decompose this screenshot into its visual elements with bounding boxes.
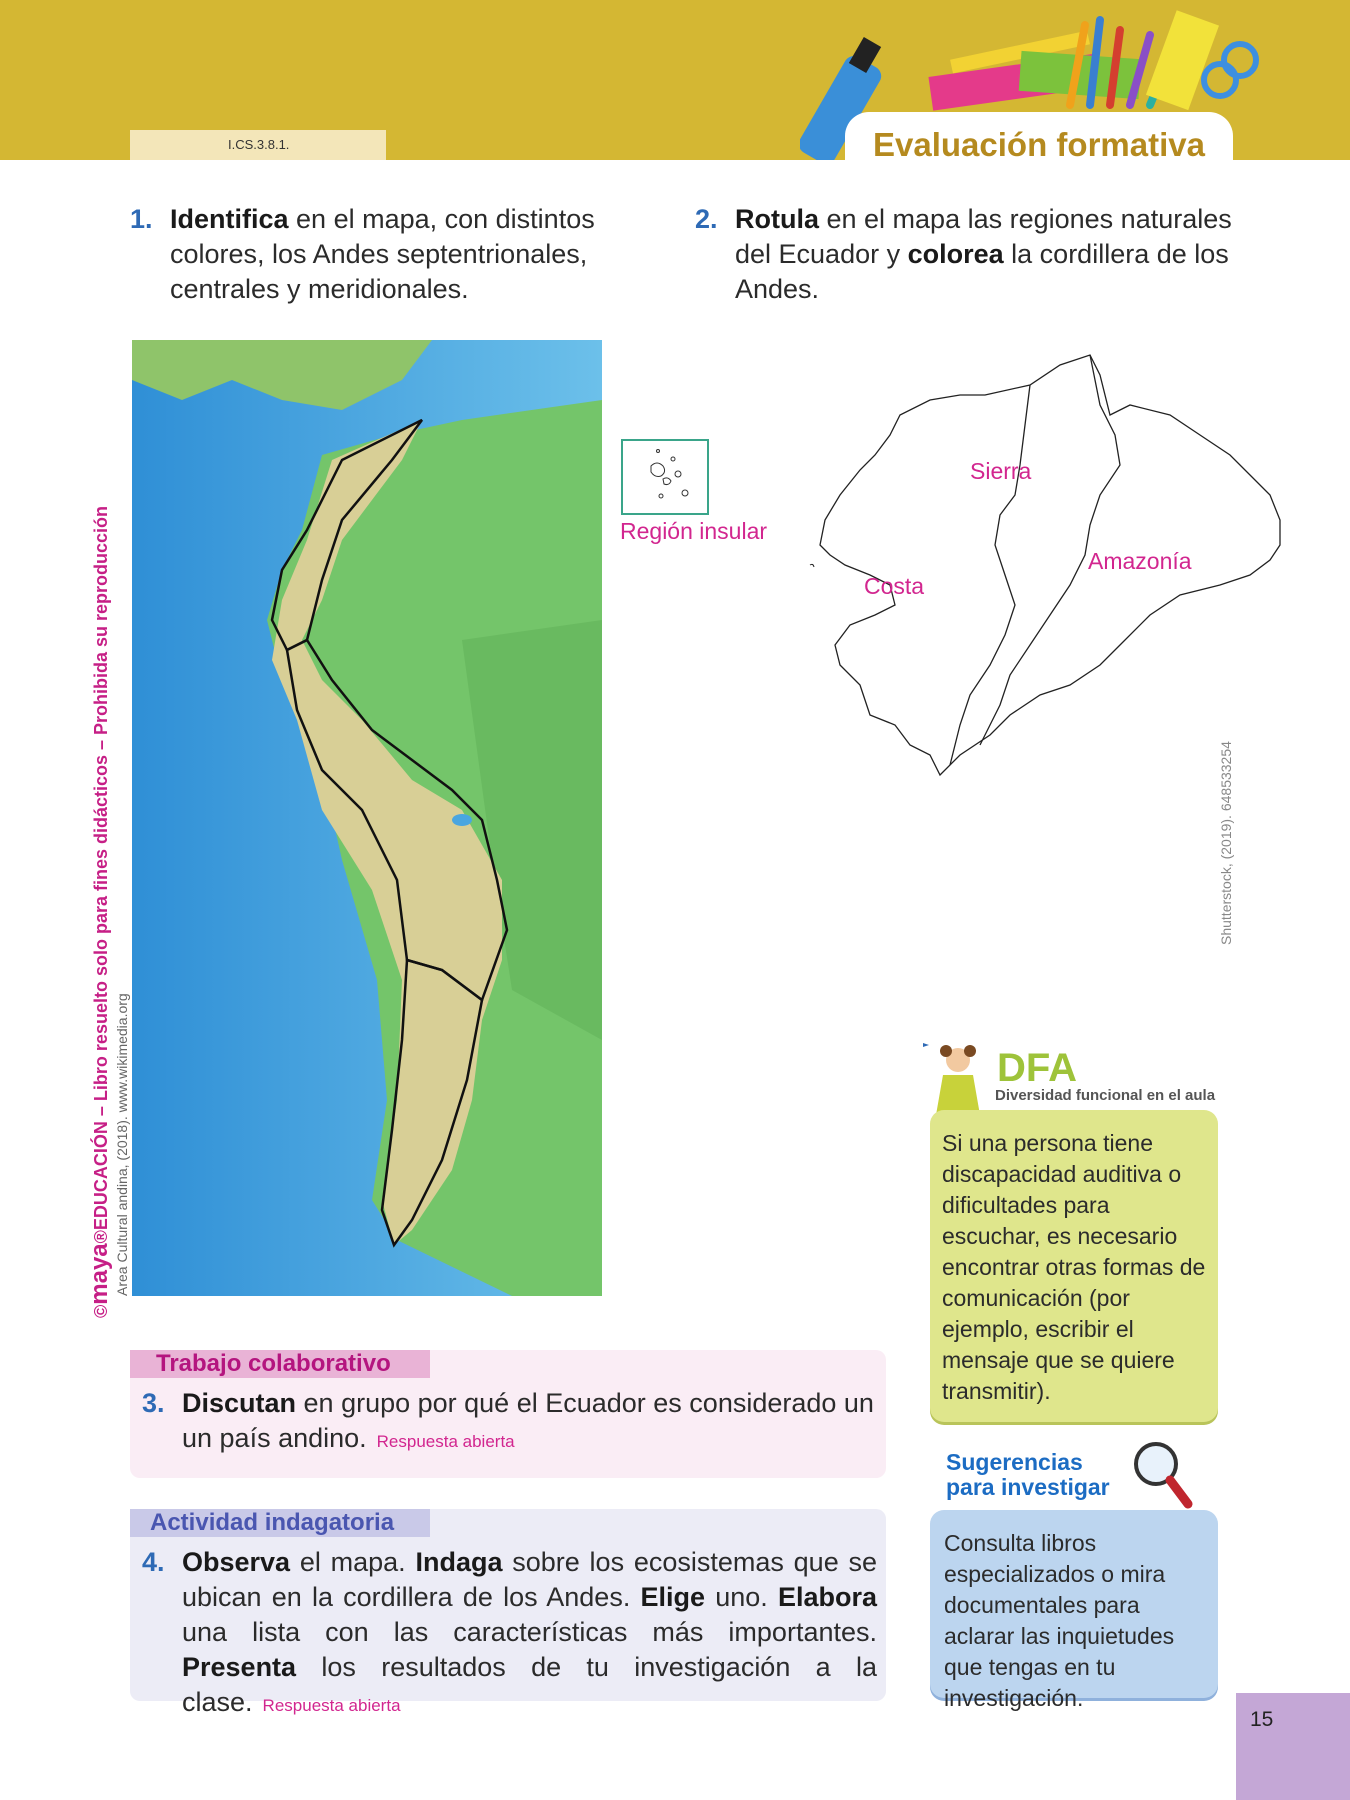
image-credit-wikimedia: Area Cultural andina, (2018). www.wikimedia.org — [114, 993, 130, 1296]
task-text: en el mapa, con distintos colores, los Andes septentrionales, centrales y meridionales. — [170, 204, 595, 304]
suggestions-text: Consulta libros especializados o mira documentales para aclarar las inquietudes que tengas en tu investigación. — [944, 1530, 1175, 1711]
galapagos-inset-map — [621, 439, 709, 515]
image-credit-shutterstock: Shutterstock, (2019). 648533254 — [1218, 741, 1234, 945]
task-number: 4. — [142, 1547, 165, 1577]
magnifier-icon — [1130, 1438, 1194, 1510]
label-sierra: Sierra — [970, 458, 1032, 484]
task-text: los resultados de tu investigación a la clase. — [182, 1652, 877, 1717]
label-amazonia: Amazonía — [1088, 548, 1192, 574]
task-verb: Observa — [182, 1547, 291, 1577]
section-title: Evaluación formativa — [873, 126, 1205, 163]
suggestions-title-line1: Sugerencias — [946, 1449, 1083, 1475]
task-number: 1. — [130, 204, 153, 234]
task-number: 2. — [695, 204, 718, 234]
task-text: una lista con las características más importantes. — [182, 1617, 877, 1647]
task-3 — [142, 1386, 877, 1459]
task-verb: Elabora — [777, 1582, 877, 1612]
task-text: uno. — [705, 1582, 778, 1612]
suggestions-title-line2: para investigar — [946, 1474, 1110, 1500]
task-verb: Identifica — [170, 204, 289, 234]
answer-note: Respuesta abierta — [376, 1432, 515, 1451]
suggestions-title — [946, 1450, 1110, 1500]
task-verb: Discutan — [182, 1388, 297, 1418]
task-verb: Rotula — [735, 204, 819, 234]
publisher-brand: maya — [86, 1243, 113, 1305]
label-costa: Costa — [864, 573, 925, 599]
task-verb: Indaga — [415, 1547, 503, 1577]
copyright-symbol: © — [91, 1304, 111, 1318]
copyright-text: ®EDUCACIÓN – Libro resuelto solo para fines didácticos – Prohibida su reproducción — [91, 505, 111, 1244]
dfa-title: DFA — [997, 1046, 1077, 1090]
task-4 — [142, 1545, 877, 1723]
task-1 — [130, 202, 600, 307]
task-text: el mapa. — [290, 1547, 416, 1577]
task-verb: colorea — [907, 239, 1004, 269]
inquiry-heading: Actividad indagatoria — [130, 1509, 430, 1537]
task-text: en grupo por qué el Ecuador es considerado un un país andino. — [182, 1388, 874, 1453]
task-verb: Elige — [640, 1582, 706, 1612]
curriculum-code: I.CS.3.8.1. — [130, 130, 386, 160]
andes-relief-map — [132, 340, 602, 1296]
task-2 — [695, 202, 1240, 307]
dfa-text: Si una persona tiene discapacidad auditiva o dificultades para escuchar, es necesario encontrar otras formas de comunicación (por ejemplo, escribir el mensaje que se quiere transmitir). — [942, 1130, 1206, 1404]
task-number: 3. — [142, 1388, 165, 1418]
dfa-subtitle: Diversidad funcional en el aula — [995, 1087, 1216, 1104]
task-text: en el mapa las regiones naturales del Ecuador y — [735, 204, 1232, 269]
page-number: 15 — [1250, 1708, 1274, 1731]
collab-heading: Trabajo colaborativo — [130, 1350, 430, 1378]
task-verb: Presenta — [182, 1652, 297, 1682]
galapagos-islands-outline — [623, 441, 707, 513]
answer-note: Respuesta abierta — [262, 1696, 401, 1715]
publisher-copyright — [86, 506, 114, 1318]
task-text: la cordillera de los Andes. — [735, 239, 1229, 304]
label-region-insular: Región insular — [620, 518, 768, 544]
task-text: sobre los ecosistemas que se ubican en la cordillera de los Andes. — [182, 1547, 877, 1612]
